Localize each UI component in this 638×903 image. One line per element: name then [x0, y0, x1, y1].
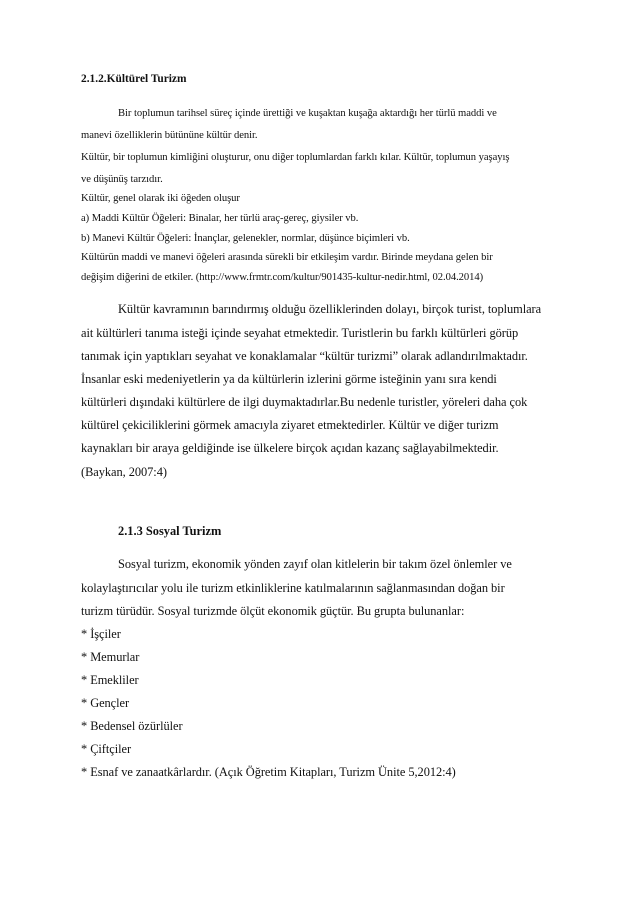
paragraph-line: İnsanlar eski medeniyetlerin ya da kültürlerin izlerini görme isteğinin yanı sıra kendi [81, 372, 497, 386]
paragraph-line: kaynakları bir araya geldiğinde ise ülkelere birçok açıdan kazanç sağlayabilmektedir. [81, 441, 499, 455]
list-item: * Memurlar [81, 650, 140, 664]
list-item-citation: * Esnaf ve zanaatkârlardır. (Açık Öğretim Kitapları, Turizm Ünite 5,2012:4) [81, 765, 456, 779]
paragraph-line: ait kültürleri tanıma isteği içinde seyahat etmektedir. Turistlerin bu farklı kültürleri görüp [81, 326, 519, 340]
paragraph-line: tanımak için yaptıkları seyahat ve konaklamalar “kültür turizmi” olarak adlandırılmaktadır. [81, 349, 528, 363]
paragraph-line: turizm türüdür. Sosyal turizmde ölçüt ekonomik güçtür. Bu grupta bulunanlar: [81, 604, 465, 618]
paragraph-line: Kültür kavramının barındırmış olduğu özelliklerinden dolayı, birçok turist, toplumlara [118, 302, 542, 316]
citation-line: (Baykan, 2007:4) [81, 465, 167, 479]
paragraph-line: kültürel çekiciliklerini görmek amacıyla ziyaret etmektedirler. Kültür ve diğer turizm [81, 418, 499, 432]
list-item: * Bedensel özürlüler [81, 719, 183, 733]
text-line: Bir toplumun tarihsel süreç içinde ürettiği ve kuşaktan kuşağa aktardığı her türlü maddi ve [118, 108, 497, 119]
list-item: * Gençler [81, 696, 130, 710]
paragraph-line: kolaylaştırıcılar yolu ile turizm etkinliklerine katılmalarının sağlanmasından doğan bir [81, 581, 505, 595]
text-line: Kültür, bir toplumun kimliğini oluşturur, onu diğer toplumlardan farklı kılar. Kültür, toplumun yaşayış [81, 152, 510, 163]
section-heading-sosyal-turizm: 2.1.3 Sosyal Turizm [118, 524, 222, 538]
list-item-maddi: a) Maddi Kültür Öğeleri: Binalar, her türlü araç-gereç, giysiler vb. [81, 213, 359, 224]
paragraph-line: Sosyal turizm, ekonomik yönden zayıf olan kitlelerin bir takım özel önlemler ve [118, 557, 512, 571]
paragraph-line: kültürleri dışındaki kültürlere de ilgi duymaktadırlar.Bu nedenle turistler, yöreleri daha çok [81, 395, 528, 409]
list-item-manevi: b) Manevi Kültür Öğeleri: İnançlar, gelenekler, normlar, düşünce biçimleri vb. [81, 233, 410, 244]
text-line: Kültür, genel olarak iki öğeden oluşur [81, 193, 240, 204]
list-item: * İşçiler [81, 627, 121, 641]
text-line: Kültürün maddi ve manevi öğeleri arasında sürekli bir etkileşim vardır. Birinde meydana gelen bir [81, 252, 493, 263]
section-heading-kulturel-turizm: 2.1.2.Kültürel Turizm [81, 73, 187, 85]
citation-line: değişim diğerini de etkiler. (http://www.frmtr.com/kultur/901435-kultur-nedir.html, 02.04.2014) [81, 272, 484, 283]
text-line: manevi özelliklerin bütününe kültür denir. [81, 130, 258, 141]
list-item: * Emekliler [81, 673, 139, 687]
list-item: * Çiftçiler [81, 742, 132, 756]
text-line: ve düşünüş tarzıdır. [81, 174, 163, 185]
